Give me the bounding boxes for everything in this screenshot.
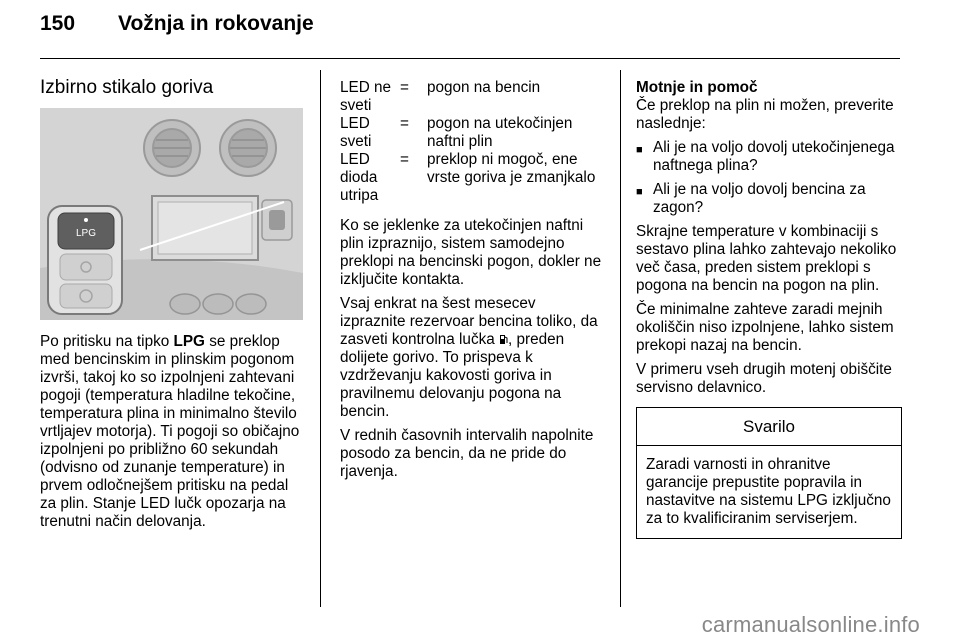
lpg-key: LPG — [173, 333, 205, 350]
column-divider-2 — [620, 70, 621, 607]
list-item: ■ Ali je na voljo dovolj bencina za zagon? — [636, 181, 866, 216]
fuel-maintenance-paragraph: Vsaj enkrat na šest mesecev izpraznite rezervoar bencina toliko, da zasveti kontrolna lučka , preden dolijete gorivo. To prispeva k vzdrževanju kakovosti goriva in pravilnemu delovanju pogona na bencin. — [340, 295, 598, 420]
page-number: 150 — [40, 12, 76, 35]
warning-title: Svarilo — [637, 408, 901, 446]
minimum-requirements-paragraph: Če minimalne zahteve zaradi mejnih okoliščin niso izpolnjene, lahko sistem prekopi nazaj na bencin. — [636, 301, 894, 354]
led-row: LED sveti = pogon na utekočinjen naftni plin — [340, 115, 573, 150]
led-row: LED ne sveti = pogon na bencin — [340, 79, 541, 114]
other-faults-paragraph: V primeru vseh drugih motenj obiščite servisno delavnico. — [636, 361, 892, 396]
fuel-warning-lamp-icon — [499, 334, 508, 345]
column-2 — [340, 79, 605, 487]
empty-tank-paragraph: Ko se jeklenke za utekočinjen naftni plin izpraznijo, sistem samodejno preklopi na bencinski pogon, dokler ne izključite kontakta. — [340, 217, 602, 288]
warning-box — [636, 407, 902, 539]
chapter-title: Vožnja in rokovanje — [118, 12, 314, 35]
warning-text: Zaradi varnosti in ohranitve garancije prepustite popravila in nastavitve na sistemu LPG izključno za to kvalificiranim serviserjem. — [646, 456, 891, 527]
list-item: ■ Ali je na voljo dovolj utekočinjenega naftnega plina? — [636, 139, 895, 174]
lpg-button-label: LPG — [75, 228, 97, 239]
temperature-paragraph: Skrajne temperature v kombinaciji s sestavo plina lahko zahtevajo nekoliko več časa, preden sistem preklopi s pogona na bencin na pogon na plin. — [636, 223, 897, 294]
bullet-icon: ■ — [636, 186, 643, 198]
section-title: Izbirno stikalo goriva — [40, 77, 214, 98]
column-3 — [636, 79, 902, 539]
lpg-paragraph: Po pritisku na tipko LPG se preklop med bencinskim in plinskim pogonom izvrši, takoj ko so izpolnjeni zahtevani pogoji (temperatura hladilne tekočine, temperatura plina in minimalno število vrtljajev motorja). Ti pogoji so običajno izpolnjeni po približno 60 sekundah (odvisno od zunanje temperature) in prvem odločnejšem pritisku na pedal za plin. Stanje LED lučk opozarja na trenutni način delovanja. — [40, 333, 300, 530]
watermark: carmanualsonline.info — [701, 612, 920, 637]
column-1 — [40, 333, 305, 537]
header-rule — [40, 58, 900, 59]
led-row: LED dioda utripa = preklop ni mogoč, ene vrste goriva je zmanjkalo — [340, 151, 596, 204]
troubleshooting-heading: Motnje in pomoč — [636, 79, 758, 96]
bullet-icon: ■ — [636, 144, 643, 156]
refill-paragraph: V rednih časovnih intervalih napolnite posodo za bencin, da ne pride do rjavenja. — [340, 427, 594, 480]
lpg-switch-illustration — [40, 108, 303, 320]
led-status-table — [340, 79, 605, 205]
troubleshooting-intro: Če preklop na plin ni možen, preverite naslednje: — [636, 97, 894, 132]
column-divider-1 — [320, 70, 321, 607]
